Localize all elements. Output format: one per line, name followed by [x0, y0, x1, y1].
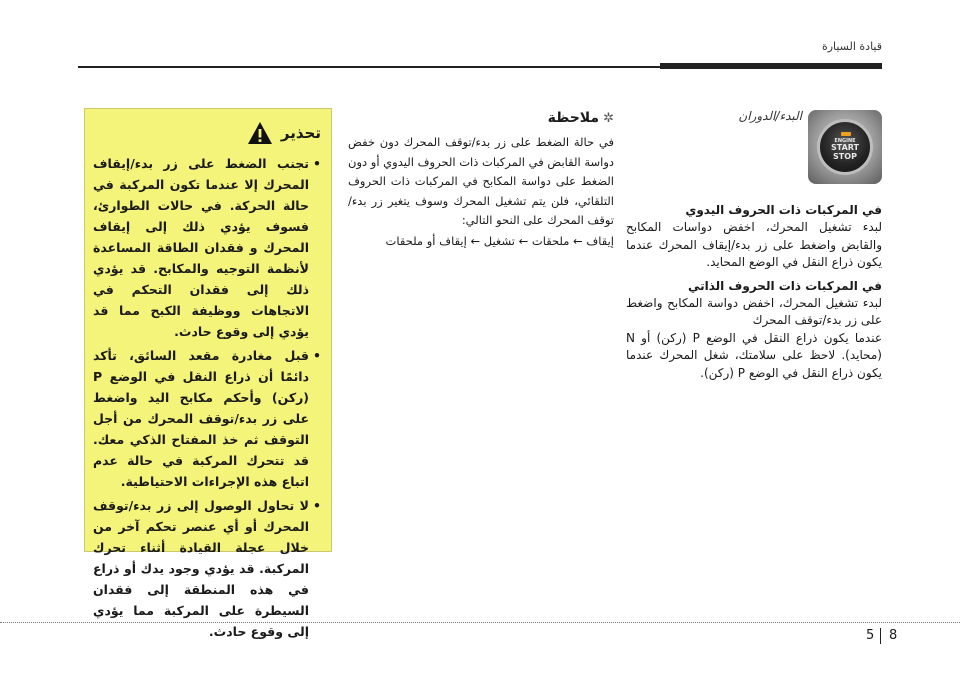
warning-box	[84, 108, 332, 639]
warning-bullet: • تجنب الضغط على زر بدء/إيقاف المحرك إلا عندما تكون المركبة في حالة الحركة. في حالات الطوارئ، فسوف يؤدي ذلك إلى إيقاف المحرك و فقدان الطاقة المساعدة لأنظمة التوجيه والمكابح. قد يؤدي ذلك إلى فقدان التحكم في الاتجاهات ووظيفة الكبح مما قد يؤدي إلى وقوع حادث.	[93, 153, 321, 342]
note-heading-text: ملاحظة	[547, 110, 600, 126]
page-number-right: 8	[889, 628, 898, 643]
start-stop-button-image	[808, 110, 882, 184]
manual-body-1: لبدء تشغيل المحرك، اخفض دواسة المكابح واضغط على زر بدء/توقف المحرك	[626, 295, 882, 327]
auto-heading: في المركبات ذات الحروف اليدوي	[685, 203, 882, 217]
start-stop-section	[626, 108, 882, 382]
button-face	[817, 119, 873, 175]
warning-title-row	[93, 119, 321, 147]
auto-body: لبدء تشغيل المحرك، اخفض دواسات المكابح والقابض واضغط على زر بدء/إيقاف المحرك عندما يكون ذراع النقل في الوضع المحايد.	[626, 220, 882, 269]
image-caption: البدء/الدوران	[738, 109, 802, 123]
manual-heading: في المركبات ذات الحروف الذاتي	[687, 278, 882, 293]
note-flow: إيقاف ← ملحقات ← تشغيل ← إيقاف أو ملحقات	[385, 233, 614, 248]
manual-body-2: عندما يكون ذراع النقل في الوضع P (ركن) أو N (محايد). لاحظ على سلامتك، شغل المحرك عندما يكون ذراع النقل في الوضع P (ركن).	[626, 330, 883, 380]
button-label: ENGINE START STOP	[830, 138, 860, 161]
header-title: قيادة السيارة	[821, 40, 882, 53]
note-section	[348, 108, 614, 251]
warning-list	[93, 153, 321, 642]
warning-bullet: • قبل مغادرة مقعد السائق، تأكد دائمًا أن ذراع النقل في الوضع P (ركن) وأحكم مكابح اليد واضغط على زر بدء/توقف المحرك من أجل التوقف ثم خذ المفتاح الذكي معك. قد تتحرك المركبة في حالة عدم اتباع هذه الإجراءات الاحتياطية.	[93, 345, 321, 492]
note-star-icon: ✲	[603, 111, 614, 126]
warning-title: تحذير	[280, 124, 321, 142]
page-separator	[880, 628, 881, 644]
warning-triangle-icon	[247, 121, 273, 145]
note-heading	[348, 108, 614, 129]
warning-bullet: • لا تحاول الوصول إلى زر بدء/توقف المحرك أو أي عنصر تحكم آخر من خلال عجلة القيادة أثناء تحرك المركبة. قد يؤدي وجود يدك أو ذراع في هذه المنطقة إلى فقدان السيطرة على المركبة مما يؤدي إلى وقوع حادث.	[93, 495, 321, 642]
header-rule-thick	[660, 63, 882, 69]
page-number-left: 5	[866, 628, 875, 643]
indicator-light-icon	[841, 132, 851, 136]
footer-rule	[0, 622, 960, 623]
note-body: في حالة الضغط على زر بدء/توقف المحرك دون خفض دواسة القابض في المركبات ذات الحروف اليدوي أو دون الضغط على دواسة المكابح في المركبات ذات الحروف التلقائي، فلن يتم تشغيل المحرك وسوف يتغير زر بدء/توقف المحرك على النحو التالي:	[348, 135, 614, 227]
